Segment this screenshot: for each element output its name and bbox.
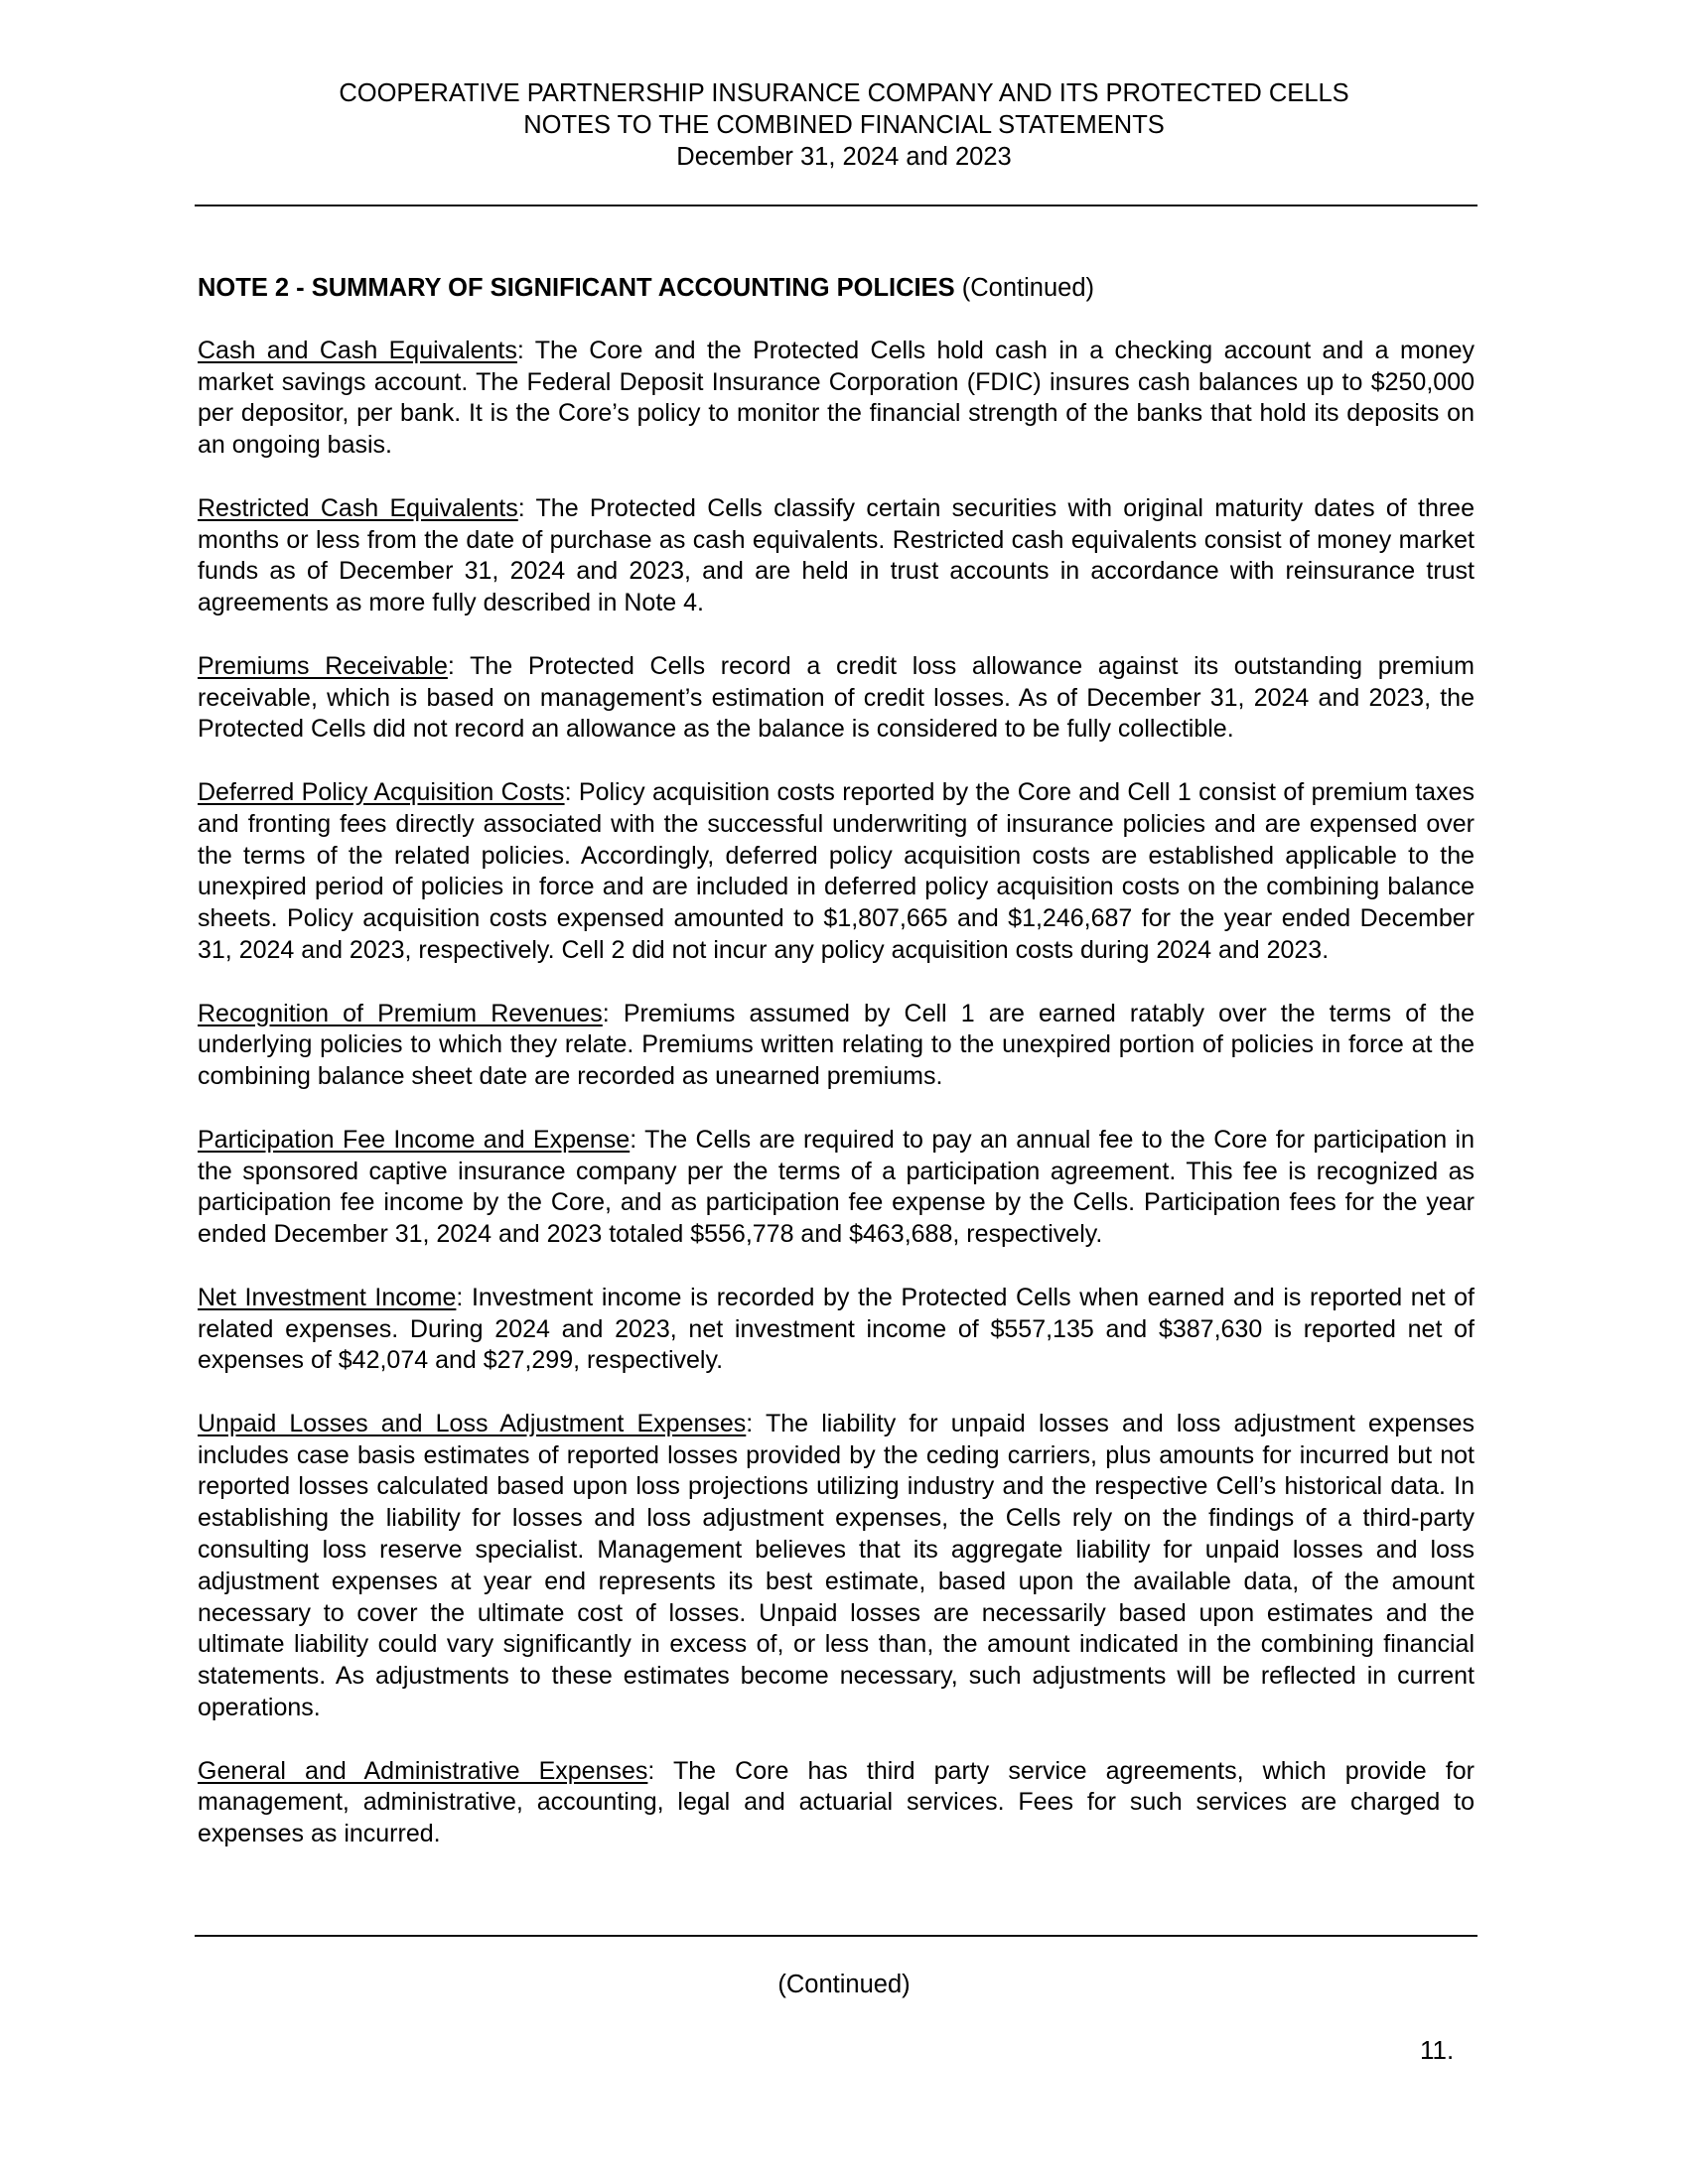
section-participation-fee-income: [198, 1125, 1475, 1251]
section-term: General and Administrative Expenses: [198, 1756, 648, 1785]
note-heading-title: NOTE 2 - SUMMARY OF SIGNIFICANT ACCOUNTING POLICIES: [198, 274, 955, 302]
section-cash-and-cash-equivalents: [198, 336, 1475, 462]
section-term: Restricted Cash Equivalents: [198, 493, 518, 522]
section-text: : Investment income is recorded by the Protected Cells when earned and is reported net of related expenses. During 2024 and 2023, net investment income of $557,135 and $387,630 is reported net of expenses of $42,074 and $27,299, respectively.: [198, 1283, 1475, 1375]
section-term: Recognition of Premium Revenues: [198, 999, 603, 1027]
section-term: Unpaid Losses and Loss Adjustment Expenses: [198, 1409, 747, 1437]
section-text: : Premiums assumed by Cell 1 are earned ratably over the terms of the underlying policies to which they relate. Premiums written relating to the unexpired portion of policies in force at the combining balance sheet date are recorded as unearned premiums.: [198, 999, 1475, 1091]
section-deferred-policy-acquisition-costs: [198, 777, 1475, 967]
note-heading-suffix: (Continued): [954, 274, 1094, 302]
section-term: Deferred Policy Acquisition Costs: [198, 777, 565, 806]
section-unpaid-losses: [198, 1409, 1475, 1724]
statement-title: NOTES TO THE COMBINED FINANCIAL STATEMENTS: [523, 111, 1165, 139]
section-term: Cash and Cash Equivalents: [198, 336, 517, 364]
section-recognition-of-premium-revenues: [198, 999, 1475, 1093]
continued-label: (Continued): [777, 1971, 911, 1998]
section-net-investment-income: [198, 1283, 1475, 1377]
statement-date: December 31, 2024 and 2023: [676, 143, 1012, 171]
footer-divider: [195, 1935, 1477, 1937]
section-text: : The Core and the Protected Cells hold cash in a checking account and a money market savings account. The Federal Deposit Insurance Corporation (FDIC) insures cash balances up to $250,000 per depositor, per bank. It is the Core’s policy to monitor the financial strength of the banks that hold its deposits on an ongoing basis.: [198, 336, 1475, 460]
section-text: : The Cells are required to pay an annual fee to the Core for participation in the sponsored captive insurance company per the terms of a participation agreement. This fee is recognized as participation fee income by the Core, and as participation fee expense by the Cells. Participation fees for the year ended December 31, 2024 and 2023 totaled $556,778 and $463,688, respectively.: [198, 1125, 1475, 1249]
section-term: Net Investment Income: [198, 1283, 457, 1311]
section-restricted-cash-equivalents: [198, 493, 1475, 619]
section-text: : Policy acquisition costs reported by the Core and Cell 1 consist of premium taxes and fronting fees directly associated with the successful underwriting of insurance policies and are expensed over the terms of the related policies. Accordingly, deferred policy acquisition costs are established applicable to the unexpired period of policies in force and are included in deferred policy acquisition costs on the combining balance sheets. Policy acquisition costs expensed amounted to $1,807,665 and $1,246,687 for the year ended December 31, 2024 and 2023, respectively. Cell 2 did not incur any policy acquisition costs during 2024 and 2023.: [198, 777, 1475, 964]
section-general-administrative-expenses: [198, 1756, 1475, 1850]
section-text: : The Protected Cells classify certain securities with original maturity dates of three months or less from the date of purchase as cash equivalents. Restricted cash equivalents consist of money market funds as of December 31, 2024 and 2023, and are held in trust accounts in accordance with reinsurance trust agreements as more fully described in Note 4.: [198, 493, 1475, 617]
section-text: : The Core has third party service agreements, which provide for management, administrative, accounting, legal and actuarial services. Fees for such services are charged to expenses as incurred.: [198, 1756, 1475, 1848]
note-body: [198, 273, 1475, 1882]
section-term: Premiums Receivable: [198, 651, 448, 680]
section-premiums-receivable: [198, 651, 1475, 746]
section-text: : The Protected Cells record a credit loss allowance against its outstanding premium receivable, which is based on management’s estimation of credit losses. As of December 31, 2024 and 2023, the Protected Cells did not record an allowance as the balance is considered to be fully collectible.: [198, 651, 1475, 744]
section-term: Participation Fee Income and Expense: [198, 1125, 631, 1154]
document-header: [0, 77, 1688, 173]
note-heading: [198, 273, 1475, 305]
company-name: COOPERATIVE PARTNERSHIP INSURANCE COMPANY AND ITS PROTECTED CELLS: [339, 79, 1349, 107]
header-divider: [195, 205, 1477, 206]
section-text: : The liability for unpaid losses and loss adjustment expenses includes case basis estimates of reported losses provided by the ceding carriers, plus amounts for incurred but not reported losses calculated based upon loss projections utilizing industry and the respective Cell’s historical data. In establishing the liability for losses and loss adjustment expenses, the Cells rely on the findings of a third-party consulting loss reserve specialist. Management believes that its aggregate liability for unpaid losses and loss adjustment expenses at year end represents its best estimate, based upon the available data, of the amount necessary to cover the ultimate cost of losses. Unpaid losses are necessarily based upon estimates and the ultimate liability could vary significantly in excess of, or less than, the amount indicated in the combining financial statements. As adjustments to these estimates become necessary, such adjustments will be reflected in current operations.: [198, 1409, 1475, 1722]
page-number: 11.: [1420, 2035, 1455, 2065]
